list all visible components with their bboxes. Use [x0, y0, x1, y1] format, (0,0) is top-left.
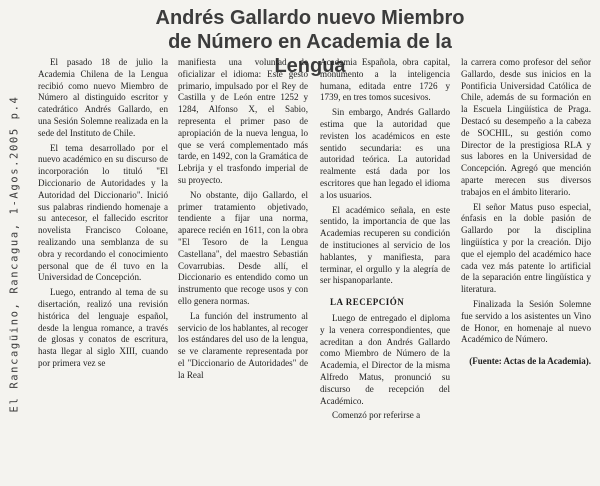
paragraph: Luego, entrando al tema de su disertación, realizó una revisión histórica del lenguaje español, desde la lengua romance, a través de glosas y conatos de escritura, hasta llegar al siglo XIII, cuando por primera vez se	[38, 287, 168, 368]
paragraph: No obstante, dijo Gallardo, el primer tratamiento objetivado, tendiente a fijar una norma, aparece recién en 1611, con la obra "El Tesoro de la Lengua Castellana", del maestro Sebastián Covarrubias. Desde allí, el Diccionario es entendido como un instrumento que recoge usos y con ello genera normas.	[178, 189, 308, 306]
paragraph: la carrera como profesor del señor Gallardo, desde sus inicios en la Pontificia Universidad Católica de Chile, además de su formación en la Escuela Lingüística de Praga. Destacó su desempeño a la cabeza de SOCHIL, su gestión como Director de la prestigiosa RLA y sus labores en la Universidad de Concepción. Agregó que mención aparte merecen sus diversos trabajos en el ámbito literario.	[461, 57, 591, 197]
paragraph: manifiesta una voluntad de oficializar el idioma: Este gesto primario, impulsado por el Rey de Castilla y de León entre 1252 y 1284, Alfonso X, el Sabio, representa el primer paso de apropiación de la nueva lengua, lo que se verá complementado más tarde, en 1492, con la Gramática de Lebrija y el trasfondo imperial de su proyecto.	[178, 57, 308, 185]
column-2	[178, 57, 308, 382]
paragraph: El académico señala, en este sentido, la importancia de que las Academias recuperen su condición de instituciones al servicio de los hablantes, y manifiesta, para terminar, el orgullo y la alegría de ser hispanoparlante.	[320, 204, 450, 286]
paragraph: El señor Matus puso especial, énfasis en la doble pasión de Gallardo por la disciplina lingüística y por la creación. Dijo que el ejemplo del académico hace cada vez más patente lo artificial de la separación entre lingüística y literatura.	[461, 201, 591, 295]
paragraph: El tema desarrollado por el nuevo académico en su discurso de incorporación lo tituló "El Diccionario de Autoridades y la Autoridad del Diccionario". Inició sus palabras rindiendo homenaje a su antecesor, el fallecido escritor novelista Francisco Coloane, realizando una semblanza de su obra y recordando el conocimiento personal que de él tuvo en la Universidad de Concepción.	[38, 142, 168, 283]
paragraph: Luego de entregado el diploma y la venera correspondientes, que acreditan a don Andrés Gallardo como Miembro de Número de la Academia, el Director de la misma Alfredo Matus, pronunció su discurso de recepción del Académico.	[320, 312, 450, 406]
column-3	[320, 57, 450, 422]
paragraph: El pasado 18 de julio la Academia Chilena de la Lengua recibió como nuevo Miembro de Número al distinguido escritor y catedrático Andrés Gallardo, en una Sesión Solemne realizada en la sede del Instituto de Chile.	[38, 57, 168, 138]
column-1	[38, 57, 168, 370]
paragraph: La función del instrumento al servicio de los hablantes, al recoger los estándares del uso de la lengua, se ve claramente representada por el "Diccionario de Autoridades" de la Real	[178, 310, 308, 380]
source-credit: (Fuente: Actas de la Academia).	[469, 356, 591, 367]
paragraph: Academia Española, obra capital, monumento a la inteligencia humana, editada entre 1726 y 1739, en tres tomos sucesivos.	[320, 57, 450, 103]
column-4	[461, 57, 591, 367]
section-heading: LA RECEPCIÓN	[330, 297, 405, 308]
article-title: Andrés Gallardo nuevo Miembro de Número en Academia de la Lengua	[155, 7, 465, 77]
paragraph: Finalizada la Sesión Solemne fue servido a los asistentes un Vino de Honor, en homenaje al nuevo Académico de Número.	[461, 298, 591, 345]
handwritten-source-note	[3, 30, 25, 478]
source-note-text: El Rancagüino, Rancagua, 1-Agos.2005 p.4	[8, 95, 20, 413]
paragraph: Comenzó por referirse a	[332, 410, 421, 421]
paragraph: Sin embargo, Andrés Gallardo estima que la autoridad que revisten los académicos en este sentido secundaria: es una autoridad teórica. La autoridad realmente está dada por los escritores que han legado el idioma a los usuarios.	[320, 107, 450, 200]
